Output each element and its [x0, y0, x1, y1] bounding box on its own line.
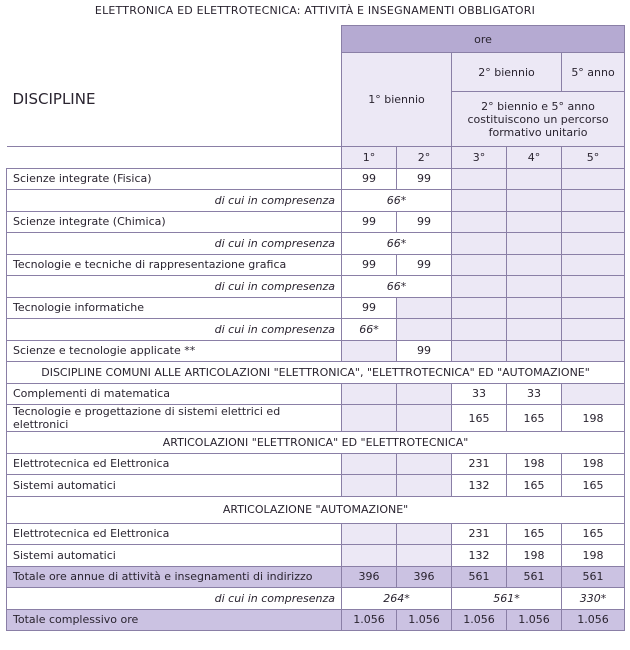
- table-row: [7, 168, 625, 190]
- cell-empty: [397, 297, 452, 319]
- cell-compresenza-biennio2: 561*: [452, 588, 562, 610]
- cell-y4: 198: [507, 545, 562, 567]
- header-year-3: 3°: [452, 147, 507, 169]
- cell-y4: 1.056: [507, 609, 562, 631]
- row-sub-label: di cui in compresenza: [7, 190, 342, 212]
- row-label: Scienze e tecnologie applicate **: [7, 340, 342, 362]
- cell-compresenza: 66*: [342, 233, 452, 255]
- cell-y4: 165: [507, 475, 562, 497]
- cell-compresenza: 66*: [342, 276, 452, 298]
- cell-y1: 99: [342, 297, 397, 319]
- table-row: [7, 254, 625, 276]
- cell-y5: 1.056: [562, 609, 625, 631]
- table-row: [7, 383, 625, 405]
- cell-empty: [562, 340, 625, 362]
- cell-empty: [562, 233, 625, 255]
- cell-empty: [342, 475, 397, 497]
- cell-empty: [452, 276, 507, 298]
- cell-empty: [562, 211, 625, 233]
- cell-y2: 99: [397, 340, 452, 362]
- header-row-bienni: [7, 53, 625, 92]
- cell-empty: [562, 168, 625, 190]
- cell-y5: 165: [562, 475, 625, 497]
- header-primo-biennio: 1° biennio: [342, 53, 452, 147]
- row-label: Sistemi automatici: [7, 475, 342, 497]
- cell-y4: 561: [507, 566, 562, 588]
- table-row: [7, 233, 625, 255]
- cell-y1: 99: [342, 168, 397, 190]
- row-label: Tecnologie e tecniche di rappresentazione grafica: [7, 254, 342, 276]
- cell-y2: 1.056: [397, 609, 452, 631]
- cell-y5: 561: [562, 566, 625, 588]
- header-nota-percorso: 2° biennio e 5° anno costituiscono un percorso formativo unitario: [452, 92, 625, 147]
- cell-y3: 1.056: [452, 609, 507, 631]
- cell-y3: 132: [452, 475, 507, 497]
- section-automazione: ARTICOLAZIONE "AUTOMAZIONE": [7, 496, 625, 523]
- cell-empty: [342, 545, 397, 567]
- cell-empty: [562, 276, 625, 298]
- table-row: [7, 211, 625, 233]
- total-row: [7, 609, 625, 631]
- cell-y2: 99: [397, 211, 452, 233]
- cell-empty: [342, 453, 397, 475]
- header-quinto-anno: 5° anno: [562, 53, 625, 92]
- header-row-years: [7, 147, 625, 169]
- row-label: Tecnologie informatiche: [7, 297, 342, 319]
- table-row: [7, 340, 625, 362]
- row-label: Totale complessivo ore: [7, 609, 342, 631]
- table-row: [7, 405, 625, 432]
- row-label: Scienze integrate (Chimica): [7, 211, 342, 233]
- cell-y3: 165: [452, 405, 507, 432]
- header-year-2: 2°: [397, 147, 452, 169]
- cell-empty: [507, 233, 562, 255]
- cell-y5: 165: [562, 523, 625, 545]
- table-row: [7, 545, 625, 567]
- row-sub-label: di cui in compresenza: [7, 319, 342, 341]
- total-row: [7, 566, 625, 588]
- cell-y3: 33: [452, 383, 507, 405]
- header-year-4: 4°: [507, 147, 562, 169]
- row-label: Elettrotecnica ed Elettronica: [7, 453, 342, 475]
- cell-empty: [397, 453, 452, 475]
- cell-empty: [452, 168, 507, 190]
- cell-compresenza-biennio1: 264*: [342, 588, 452, 610]
- cell-empty: [507, 276, 562, 298]
- section-comuni: DISCIPLINE COMUNI ALLE ARTICOLAZIONI "ELETTRONICA", "ELETTROTECNICA" ED "AUTOMAZIONE": [7, 362, 625, 384]
- cell-y4: 198: [507, 453, 562, 475]
- cell-empty: [397, 475, 452, 497]
- section-elettronica: ARTICOLAZIONI "ELETTRONICA" ED "ELETTROTECNICA": [7, 432, 625, 454]
- row-label: Tecnologie e progettazione di sistemi elettrici ed elettronici: [7, 405, 342, 432]
- cell-y1: 396: [342, 566, 397, 588]
- cell-empty: [452, 340, 507, 362]
- cell-empty: [507, 297, 562, 319]
- cell-empty: [507, 340, 562, 362]
- table-row: [7, 475, 625, 497]
- cell-y3: 561: [452, 566, 507, 588]
- header-row-ore: [7, 26, 625, 53]
- cell-empty: [562, 254, 625, 276]
- cell-y5: 198: [562, 453, 625, 475]
- row-label: Sistemi automatici: [7, 545, 342, 567]
- cell-y3: 231: [452, 453, 507, 475]
- table-row: [7, 297, 625, 319]
- row-label: Elettrotecnica ed Elettronica: [7, 523, 342, 545]
- table-row: [7, 453, 625, 475]
- cell-empty: [507, 168, 562, 190]
- row-sub-label: di cui in compresenza: [7, 588, 342, 610]
- cell-empty: [342, 405, 397, 432]
- cell-empty: [507, 211, 562, 233]
- cell-empty: [562, 383, 625, 405]
- cell-y5: 198: [562, 545, 625, 567]
- table-row: [7, 588, 625, 610]
- cell-empty: [452, 254, 507, 276]
- row-label: Totale ore annue di attività e insegnamenti di indirizzo: [7, 566, 342, 588]
- section-row: [7, 432, 625, 454]
- cell-y2: 396: [397, 566, 452, 588]
- cell-compresenza-y5: 330*: [562, 588, 625, 610]
- cell-empty: [507, 254, 562, 276]
- cell-y3: 132: [452, 545, 507, 567]
- cell-empty: [342, 340, 397, 362]
- header-year-5: 5°: [562, 147, 625, 169]
- cell-empty: [452, 211, 507, 233]
- cell-y4: 165: [507, 405, 562, 432]
- header-year-1: 1°: [342, 147, 397, 169]
- cell-empty: [452, 190, 507, 212]
- row-sub-label: di cui in compresenza: [7, 233, 342, 255]
- cell-y1: 1.056: [342, 609, 397, 631]
- cell-compresenza: 66*: [342, 190, 452, 212]
- cell-empty: [562, 297, 625, 319]
- cell-compresenza: 66*: [342, 319, 397, 341]
- row-label: Complementi di matematica: [7, 383, 342, 405]
- cell-y4: 33: [507, 383, 562, 405]
- section-row: [7, 362, 625, 384]
- cell-y2: 99: [397, 168, 452, 190]
- header-years-blank: [7, 147, 342, 169]
- cell-empty: [507, 190, 562, 212]
- cell-empty: [562, 190, 625, 212]
- page-title: ELETTRONICA ED ELETTROTECNICA: ATTIVITÀ E INSEGNAMENTI OBBLIGATORI: [94, 4, 536, 17]
- cell-empty: [342, 383, 397, 405]
- cell-empty: [397, 545, 452, 567]
- cell-empty: [452, 233, 507, 255]
- header-secondo-biennio: 2° biennio: [452, 53, 562, 92]
- table-row: [7, 523, 625, 545]
- cell-y5: 198: [562, 405, 625, 432]
- row-sub-label: di cui in compresenza: [7, 276, 342, 298]
- table-row: [7, 276, 625, 298]
- row-label: Scienze integrate (Fisica): [7, 168, 342, 190]
- cell-empty: [507, 319, 562, 341]
- cell-empty: [342, 523, 397, 545]
- cell-y4: 165: [507, 523, 562, 545]
- header-discipline: DISCIPLINE: [7, 53, 342, 147]
- cell-y3: 231: [452, 523, 507, 545]
- cell-empty: [452, 319, 507, 341]
- table-row: [7, 190, 625, 212]
- cell-y2: 99: [397, 254, 452, 276]
- cell-empty: [452, 297, 507, 319]
- cell-empty: [397, 405, 452, 432]
- header-blank: [7, 26, 342, 53]
- cell-empty: [397, 383, 452, 405]
- header-ore: ore: [342, 26, 625, 53]
- cell-empty: [397, 523, 452, 545]
- cell-y1: 99: [342, 211, 397, 233]
- cell-empty: [397, 319, 452, 341]
- cell-y1: 99: [342, 254, 397, 276]
- table-row: [7, 319, 625, 341]
- section-row: [7, 496, 625, 523]
- cell-empty: [562, 319, 625, 341]
- curriculum-table: [6, 25, 625, 631]
